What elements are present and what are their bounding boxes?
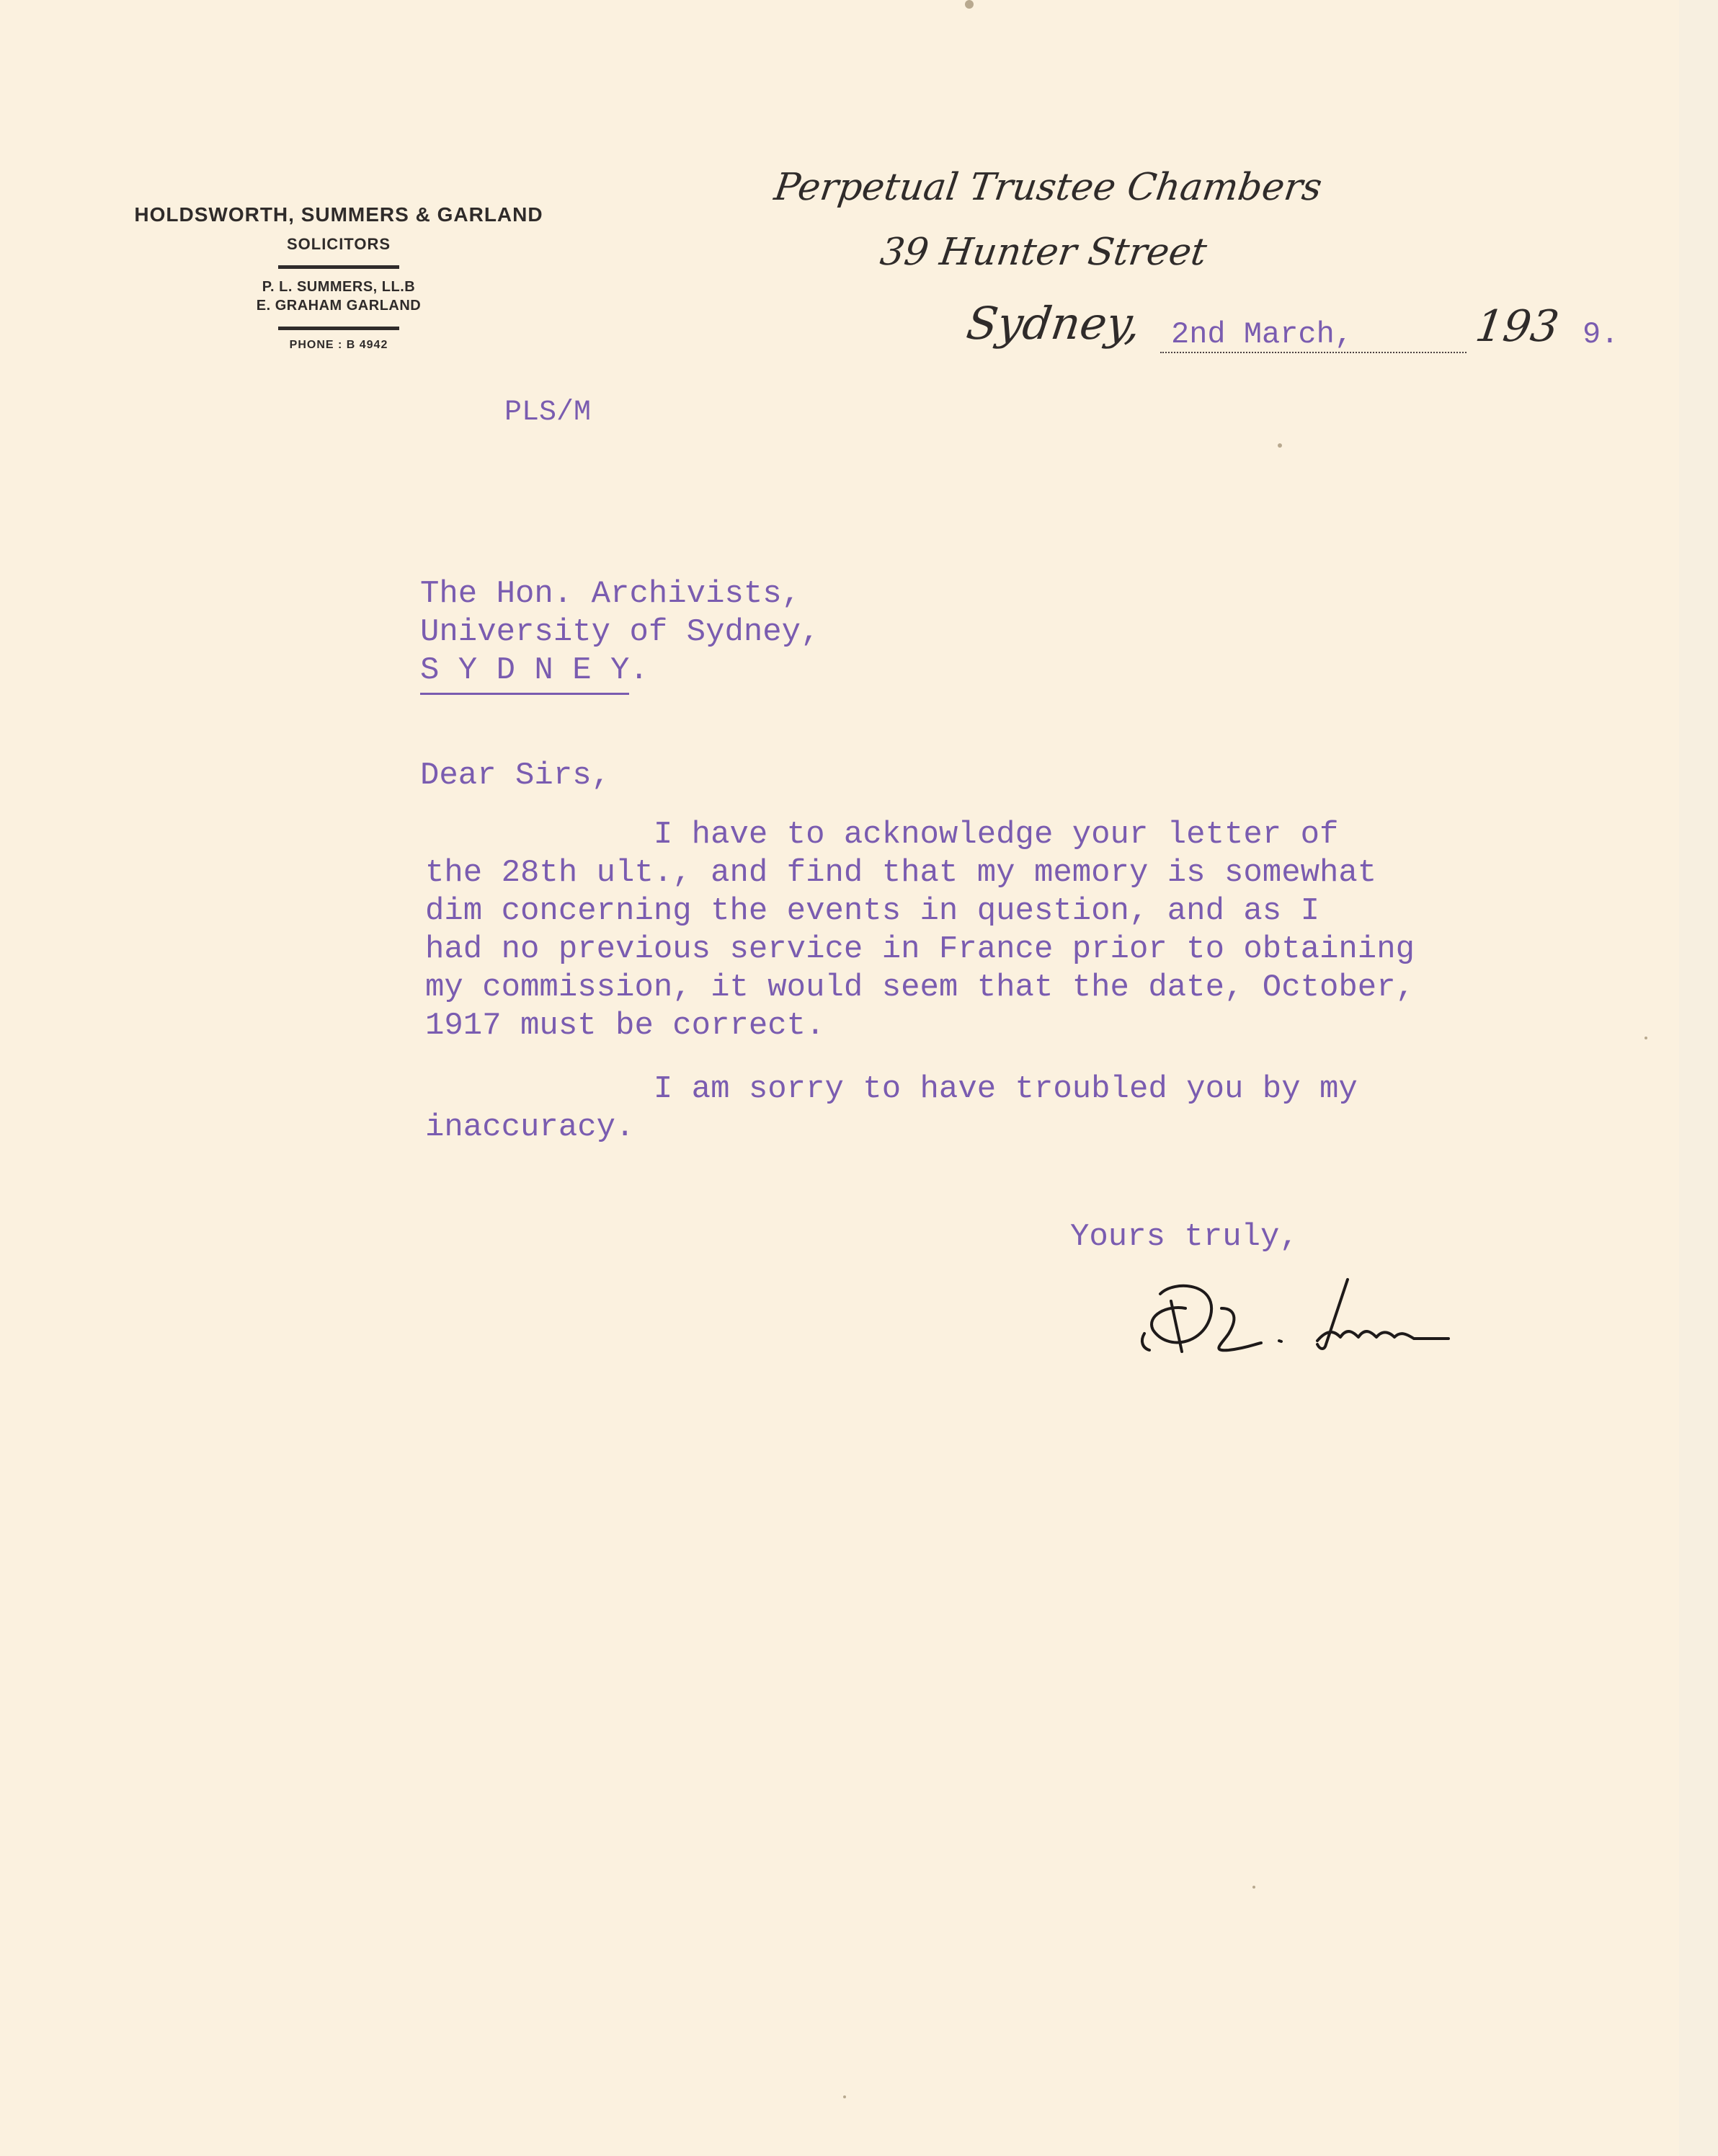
letterhead-firm-block <box>76 203 602 352</box>
letter-date: 2nd March, <box>1171 317 1353 352</box>
letterhead-rule-top <box>278 265 399 269</box>
recipient-city-line <box>420 652 820 695</box>
letterhead-address-line2: 39 Hunter Street <box>877 231 1210 274</box>
recipient-line: The Hon. Archivists, <box>420 576 801 612</box>
scan-border <box>1679 0 1718 2156</box>
recipient-city-period: . <box>629 652 649 688</box>
recipient-line: University of Sydney, <box>420 614 820 650</box>
letterhead-city: Sydney, <box>963 297 1144 350</box>
partner-name: P. L. SUMMERS, LL.B <box>262 279 416 295</box>
recipient-city: S Y D N E Y <box>420 652 629 695</box>
signature-image <box>1131 1265 1456 1373</box>
reference-code: PLS/M <box>504 396 592 429</box>
salutation: Dear Sirs, <box>420 758 611 794</box>
letterhead-address-line1: Perpetual Trustee Chambers <box>771 166 1325 209</box>
closing: Yours truly, <box>1070 1219 1299 1255</box>
body-paragraph: I am sorry to have troubled you by my inaccuracy. <box>425 1071 1358 1145</box>
typed-year-suffix: 9. <box>1583 317 1619 352</box>
firm-type: SOLICITORS <box>286 235 391 253</box>
firm-phone: PHONE : B 4942 <box>289 339 388 351</box>
printed-year-prefix: 193 <box>1472 301 1562 352</box>
body-paragraph: I have to acknowledge your letter of the 28th ult., and find that my memory is somewhat dim concerning the events in question, and as I had no previous service in France prior to obtaining my commission, it would seem that the date, October, 1917 must be correct. <box>425 817 1415 1044</box>
firm-name: HOLDSWORTH, SUMMERS & GARLAND <box>134 203 543 226</box>
date-dotted-line <box>1160 352 1466 353</box>
recipient-address <box>420 575 820 695</box>
partner-name: E. GRAHAM GARLAND <box>256 298 422 314</box>
letterhead-rule-bottom <box>278 327 399 330</box>
